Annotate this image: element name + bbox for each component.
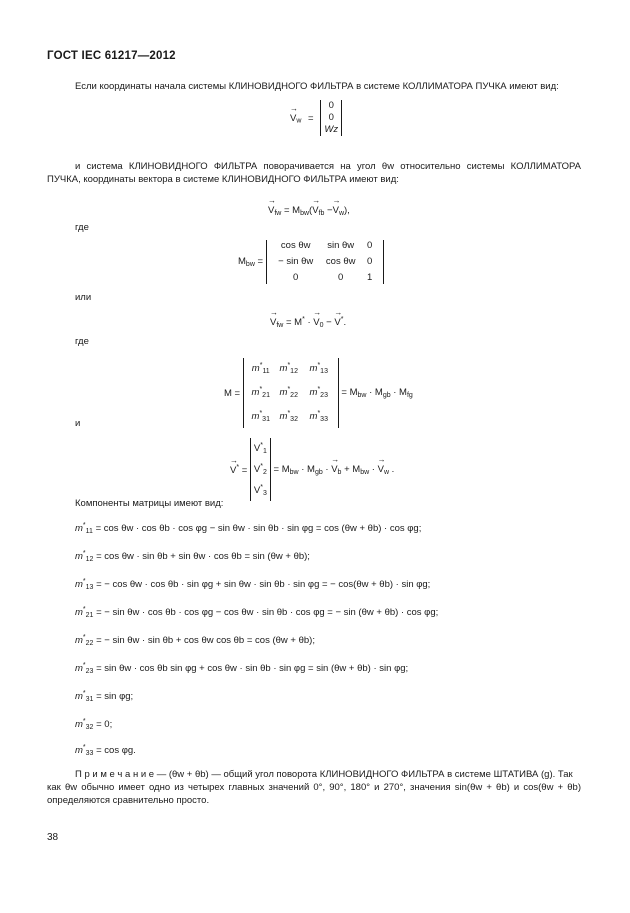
vw-cell: Wz <box>324 124 339 135</box>
component-m11: $m^*_{11} = \cos \theta w \cdot \cos \theta b \cdot \cos \varphi g - \sin \theta w \cdot \sin \theta b \cdot \sin \varphi g = \cos (\theta w + \theta b) \cdot \cos \varphi g$; <box>75 522 422 535</box>
rotation-paragraph: и система КЛИНОВИДНОГО ФИЛЬТРА поворачивается на угол θw относительно системы КОЛЛИМАТОРА ПУЧКА, координаты вектора в системе КЛИНОВИДНОГО ФИЛЬТРА имеют вид: <box>47 161 581 185</box>
formula-vfw-alt: → $V_{fw} = M^*$ · → $V_0$ − → V*. <box>270 308 347 329</box>
formula-mbw: $M_{bw}$ = cos θw sin θw 0 − sin θw cos θw 0 0 0 1 <box>238 240 384 284</box>
note-body: — (θw + θb) — общий угол поворота КЛИНОВИДНОГО ФИЛЬТРА в системе ШТАТИВА (g). Так <box>154 769 573 780</box>
or-label: или <box>75 292 92 303</box>
vw-cell: 0 <box>328 100 334 111</box>
component-m12: $m^*_{12} = \cos \theta w \cdot \sin \theta b + \sin \theta w \cdot \cos \theta b = \sin (\theta w + \theta b)$; <box>75 550 310 563</box>
note-continuation: как θw обычно имеет одно из четырех главных значений 0°, 90°, 180° и 270°, значения sin(θw + θb) и cos(θw + θb) определяются сравнительно просто. <box>47 782 581 806</box>
component-m13: $m^*_{13}$ = − cos θw · cos θb · sin φg + sin θw · sin θb · sin φg = − cos(θw + θb) · sin φg; <box>75 578 431 591</box>
formula-vstar: → V* = $V^*_1$ $V^*_2$ $V^*_3$ = $M_{bw} \cdot M_{gb}$ · → $V_b + M_{bw}$ · → $V_w$ . <box>230 438 394 501</box>
mbw-matrix: cos θw sin θw 0 − sin θw cos θw 0 0 0 1 <box>266 240 384 284</box>
component-m31: $m^*_{31} = \sin \varphi g$; <box>75 690 134 703</box>
vector-v: → V <box>290 103 298 124</box>
note-label: П р и м е ч а н и е <box>75 769 155 780</box>
where-label-1: где <box>75 222 89 233</box>
components-label: Компоненты матрицы имеют вид: <box>75 498 224 509</box>
intro-paragraph: Если координаты начала системы КЛИНОВИДНОГО ФИЛЬТРА в системе КОЛЛИМАТОРА ПУЧКА имеют вид: <box>75 81 559 92</box>
vw-column-matrix <box>320 100 342 136</box>
m-star-matrix: $m^*_{11}$ $m^*_{12}$ $m^*_{13}$ $m^*_{21}$ $m^*_{22}$ $m^*_{23}$ $m^*_{31}$ $m^*_{32}$ $m^*_{33}$ <box>243 358 339 428</box>
page-header: ГОСТ IEC 61217—2012 <box>47 50 176 62</box>
component-m22: $m^*_{22}$ = − sin θw · sin θb + cos θw cos θb = cos (θw + θb); <box>75 634 315 647</box>
component-m32: $m^*_{32} = 0$; <box>75 718 113 731</box>
formula-vfw: → $V_{fw} = M_{bw}$( → $V_{fb}$ − → $V_w$), <box>268 196 350 217</box>
note-paragraph <box>75 768 581 781</box>
vstar-column-matrix: $V^*_1$ $V^*_2$ $V^*_3$ <box>250 438 271 501</box>
component-m33: $m^*_{33} = \cos \varphi g$. <box>75 744 136 757</box>
component-m23: $m^*_{23} = \sin \theta w \cdot \cos \theta b$ sin φg + cos θw · sin θb · sin φg = sin (θw + θb) · sin φg; <box>75 662 409 675</box>
formula-vw: → $V_w$ = 0 0 Wz <box>290 100 342 136</box>
vw-cell: 0 <box>328 112 334 123</box>
and-label: и <box>75 418 81 429</box>
component-m21: $m^*_{21}$ = − sin θw · cos θb · cos φg − cos θw · sin θb · cos φg = − sin (θw + θb) · cos φg; <box>75 606 439 619</box>
formula-m: M = $m^*_{11}$ $m^*_{12}$ $m^*_{13}$ $m^*_{21}$ $m^*_{22}$ $m^*_{23}$ $m^*_{31}$ $m^*_{32}$ $m^*_{33}$ = $M_{bw} \cdot M_{gb} \cdot M_{fg}$ <box>224 358 413 428</box>
where-label-2: где <box>75 336 89 347</box>
page-number: 38 <box>47 832 59 843</box>
